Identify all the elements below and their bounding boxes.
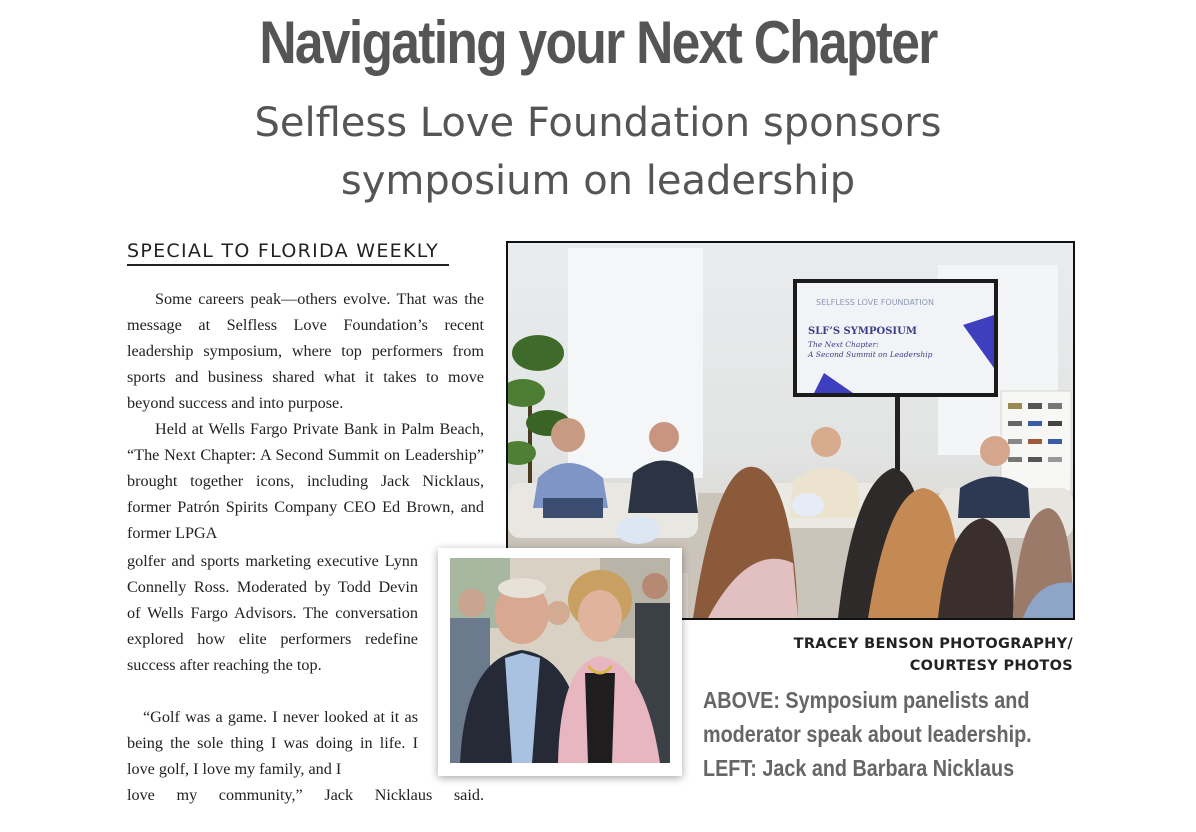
screen-title: SLF’S SYMPOSIUM	[808, 326, 917, 337]
subheadline-line-2: symposium on leadership	[340, 158, 856, 204]
window-left	[568, 248, 703, 478]
article-paragraph-2-continued: golfer and sports marketing executive Lynn Connelly Ross. Moderated by Todd Devin of Wells Fargo Advisors. The conversation explored how elite performers redefine success after reaching the top.	[127, 552, 418, 674]
article-paragraph-3: “Golf was a game. I never looked at it as being the sole thing I was doing in life. I love golf, I love my family, and I	[127, 708, 418, 778]
sponsor-board	[1001, 391, 1071, 491]
photo-credit-line-1: TRACEY BENSON PHOTOGRAPHY/	[793, 636, 1073, 652]
subheadline	[248, 94, 948, 210]
photo-credit-line-2: COURTESY PHOTOS	[909, 658, 1073, 674]
caption-left: LEFT: Jack and Barbara Nicklaus	[703, 755, 1015, 781]
screen-logo: SELFLESS LOVE FOUNDATION	[816, 298, 934, 307]
caption-above-2: moderator speak about leadership.	[703, 721, 1032, 747]
caption-above: ABOVE: Symposium panelists and	[703, 687, 1030, 713]
article-paragraph-3-continued: love my community,” Jack Nicklaus said.	[127, 786, 484, 804]
byline: SPECIAL TO FLORIDA WEEKLY	[127, 240, 449, 266]
screen-subtitle-1: The Next Chapter:	[808, 340, 879, 349]
nicklaus-photo-image	[450, 558, 670, 763]
presentation-screen	[793, 279, 998, 397]
article-paragraph-2: Held at Wells Fargo Private Bank in Palm Beach, “The Next Chapter: A Second Summit on Leadership” brought together icons, including Jack Nicklaus, former Patrón Spirits Company CEO Ed Brown, and former LPGA	[127, 420, 484, 542]
photo-caption	[703, 683, 1064, 785]
article-paragraph-1: Some careers peak—others evolve. That was the message at Selfless Love Foundation’s recent leadership symposium, where top performers from sports and business shared what it takes to move beyond success and into purpose.	[127, 290, 484, 412]
screen-subtitle-2: A Second Summit on Leadership	[808, 350, 933, 359]
nicklaus-photo	[438, 548, 682, 776]
photo-credit	[700, 633, 1073, 677]
subheadline-line-1: Selfless Love Foundation sponsors	[254, 100, 942, 146]
headline: Navigating your Next Chapter	[259, 9, 937, 76]
